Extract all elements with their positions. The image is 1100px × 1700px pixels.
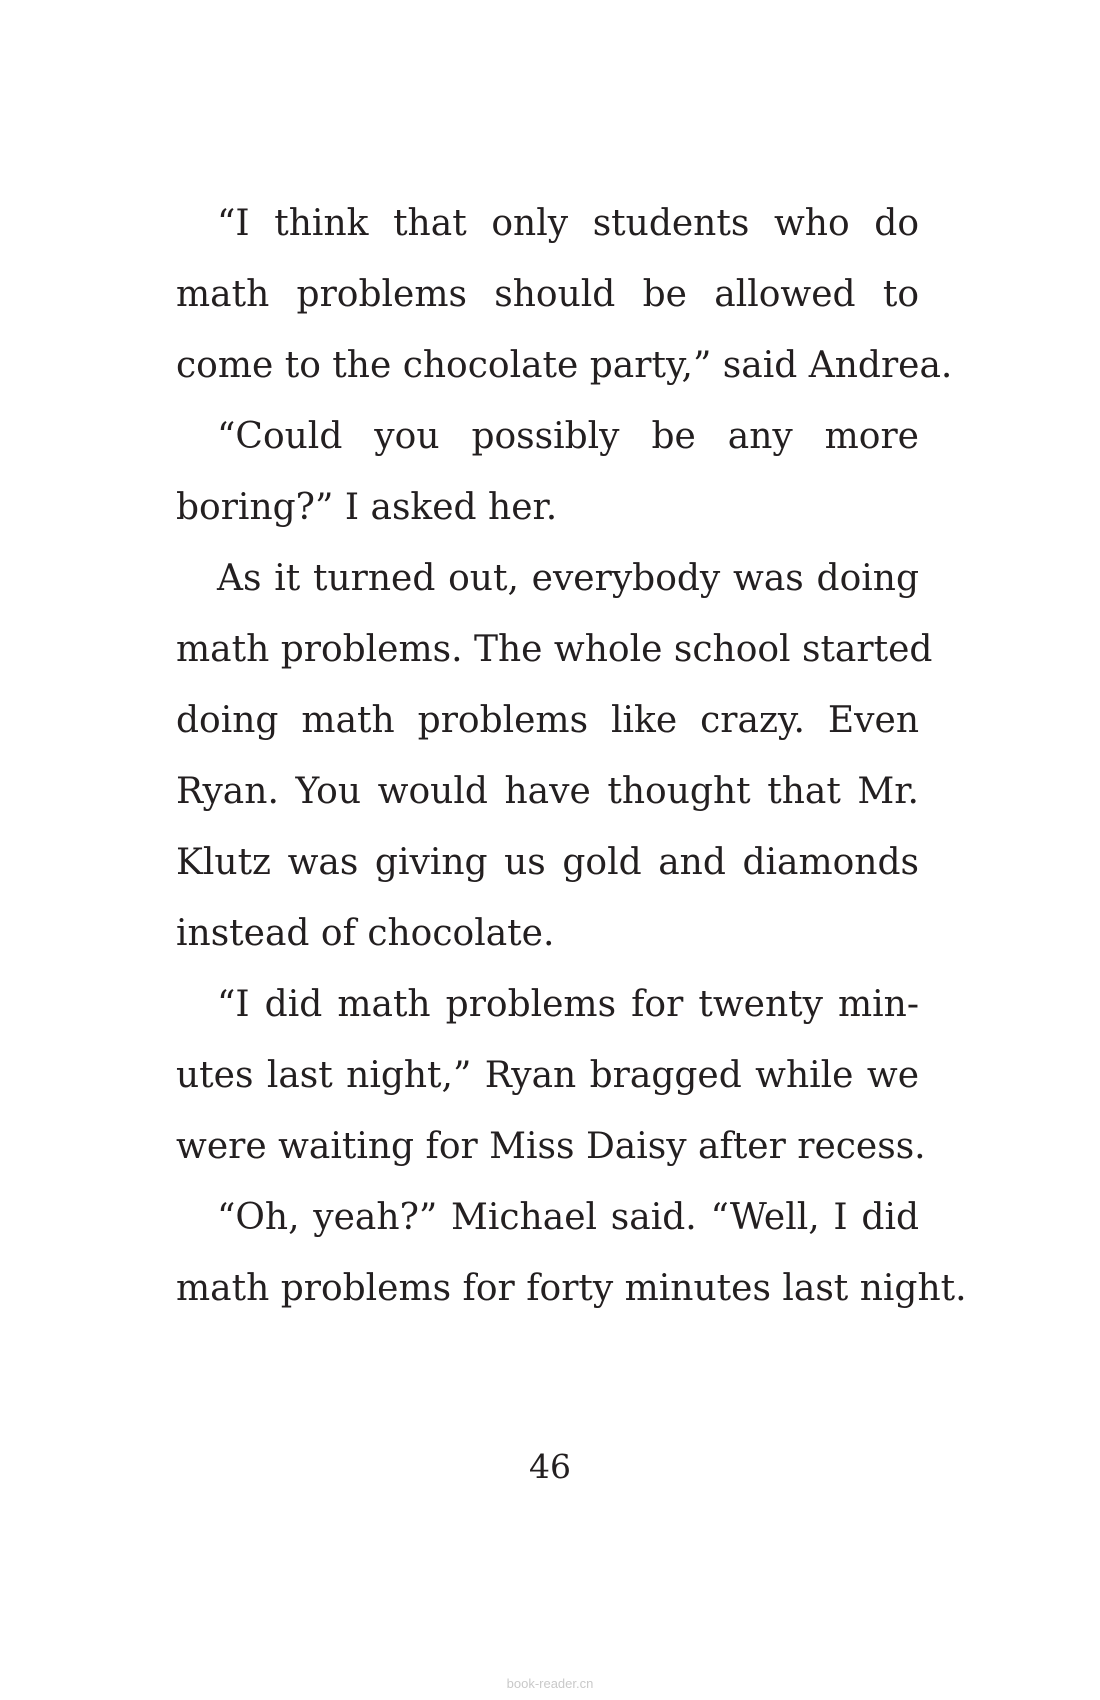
text-line: “Could you possibly be any more xyxy=(217,416,919,457)
text-line: instead of chocolate. xyxy=(176,913,555,954)
text-line: “I did math problems for twenty min- xyxy=(217,984,919,1025)
text-line: “Oh, yeah?” Michael said. “Well, I did xyxy=(217,1197,919,1238)
text-line: Klutz was giving us gold and diamonds xyxy=(176,842,919,883)
text-line: Ryan. You would have thought that Mr. xyxy=(176,771,919,812)
text-line: math problems. The whole school started xyxy=(176,629,933,670)
text-line: boring?” I asked her. xyxy=(176,487,558,528)
watermark: book-reader.cn xyxy=(506,1676,594,1691)
body-text xyxy=(176,188,967,1324)
text-line: math problems should be allowed to xyxy=(176,274,919,315)
text-line: As it turned out, everybody was doing xyxy=(217,558,919,599)
text-line: “I think that only students who do xyxy=(217,203,919,244)
page-number: 46 xyxy=(529,1447,571,1486)
text-line: math problems for forty minutes last night. xyxy=(176,1268,967,1309)
text-line: doing math problems like crazy. Even xyxy=(176,700,919,741)
text-line: utes last night,” Ryan bragged while we xyxy=(176,1055,919,1096)
text-line: were waiting for Miss Daisy after recess. xyxy=(176,1126,926,1167)
text-line: come to the chocolate party,” said Andrea. xyxy=(176,345,953,386)
